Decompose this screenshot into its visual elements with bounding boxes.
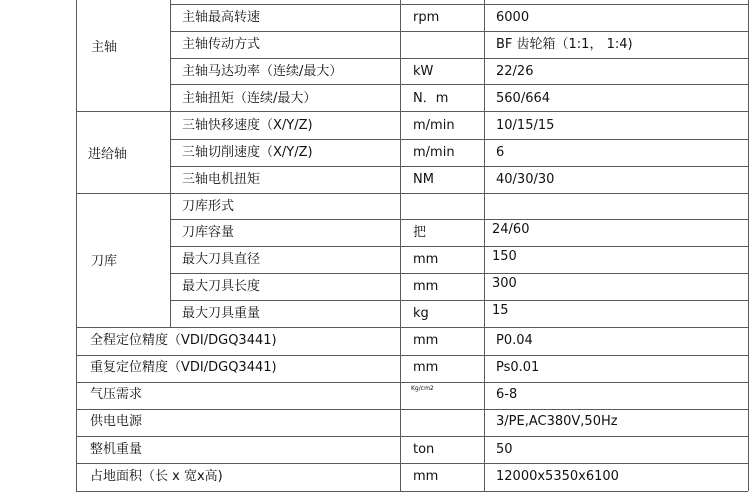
table-rule [484, 0, 485, 491]
spec-item: 全程定位精度（VDI/DGQ3441) [90, 333, 277, 348]
spec-item: 主轴扭矩（连续/最大） [182, 91, 317, 106]
spec-unit: Kg/cm2 [411, 385, 434, 392]
table-rule [170, 4, 748, 5]
table-rule [76, 0, 77, 491]
spec-item: 供电电源 [90, 414, 143, 429]
spec-unit: NM [413, 172, 434, 187]
spec-value: 6000 [496, 10, 530, 25]
spec-unit: mm [413, 469, 439, 484]
table-rule [76, 111, 748, 112]
spec-item: 最大刀具直径 [182, 252, 261, 267]
table-rule [76, 463, 748, 464]
spec-item: 主轴马达功率（连续/最大） [182, 64, 343, 79]
group-label-feed: 进给轴 [88, 147, 128, 162]
spec-unit: 把 [413, 225, 427, 240]
spec-unit: kg [413, 306, 429, 321]
spec-value: 6-8 [496, 387, 518, 402]
group-label-tool-magazine: 刀库 [91, 254, 118, 269]
spec-value: BF 齿轮箱（1:1， 1:4) [496, 37, 633, 52]
table-rule [76, 382, 748, 383]
spec-value: 12000x5350x6100 [496, 469, 619, 484]
table-rule [170, 31, 748, 32]
spec-value: P0.04 [496, 333, 533, 348]
spec-value: 24/60 [492, 222, 530, 237]
table-rule [170, 273, 748, 274]
spec-value: 560/664 [496, 91, 551, 106]
table-rule [76, 409, 748, 410]
spec-item: 三轴电机扭矩 [182, 172, 261, 187]
table-rule [76, 355, 748, 356]
spec-item: 最大刀具长度 [182, 279, 261, 294]
spec-item: 三轴快移速度（X/Y/Z) [182, 118, 313, 133]
spec-unit: m/min [413, 118, 455, 133]
spec-value: 22/26 [496, 64, 534, 79]
spec-item: 整机重量 [90, 442, 143, 457]
spec-item: 气压需求 [90, 387, 143, 402]
table-rule [170, 166, 748, 167]
table-rule [170, 0, 171, 327]
spec-value: 50 [496, 442, 513, 457]
spec-unit: mm [413, 279, 439, 294]
spec-item: 刀库容量 [182, 225, 235, 240]
spec-value: 10/15/15 [496, 118, 555, 133]
table-rule [170, 84, 748, 85]
spec-unit: mm [413, 333, 439, 348]
spec-value: 6 [496, 145, 505, 160]
spec-unit: mm [413, 252, 439, 267]
group-label-spindle: 主轴 [91, 40, 118, 55]
spec-item: 主轴最高转速 [182, 10, 261, 25]
spec-value: 3/PE,AC380V,50Hz [496, 414, 618, 429]
spec-unit: N．m [413, 91, 449, 106]
spec-unit: ton [413, 442, 435, 457]
table-rule [76, 491, 748, 492]
table-rule [170, 139, 748, 140]
spec-item: 占地面积（长 x 宽x高) [90, 469, 223, 484]
spec-item: 主轴传动方式 [182, 37, 261, 52]
spec-value: 150 [492, 249, 517, 264]
table-rule [748, 0, 749, 491]
spec-item: 重复定位精度（VDI/DGQ3441) [90, 360, 277, 375]
spec-unit: rpm [413, 10, 440, 25]
table-rule [76, 193, 748, 194]
spec-unit: m/min [413, 145, 455, 160]
table-rule [170, 300, 748, 301]
spec-value: 300 [492, 276, 517, 291]
spec-unit: mm [413, 360, 439, 375]
spec-unit: kW [413, 64, 434, 79]
table-rule [170, 219, 748, 220]
spec-item: 最大刀具重量 [182, 306, 261, 321]
spec-value: Ps0.01 [496, 360, 540, 375]
table-rule [400, 0, 401, 491]
spec-item: 刀库形式 [182, 199, 235, 214]
spec-value: 40/30/30 [496, 172, 555, 187]
table-rule [76, 436, 748, 437]
spec-item: 三轴切削速度（X/Y/Z) [182, 145, 313, 160]
spec-value: 15 [492, 303, 509, 318]
table-rule [170, 58, 748, 59]
table-rule [170, 246, 748, 247]
table-rule [76, 327, 748, 328]
